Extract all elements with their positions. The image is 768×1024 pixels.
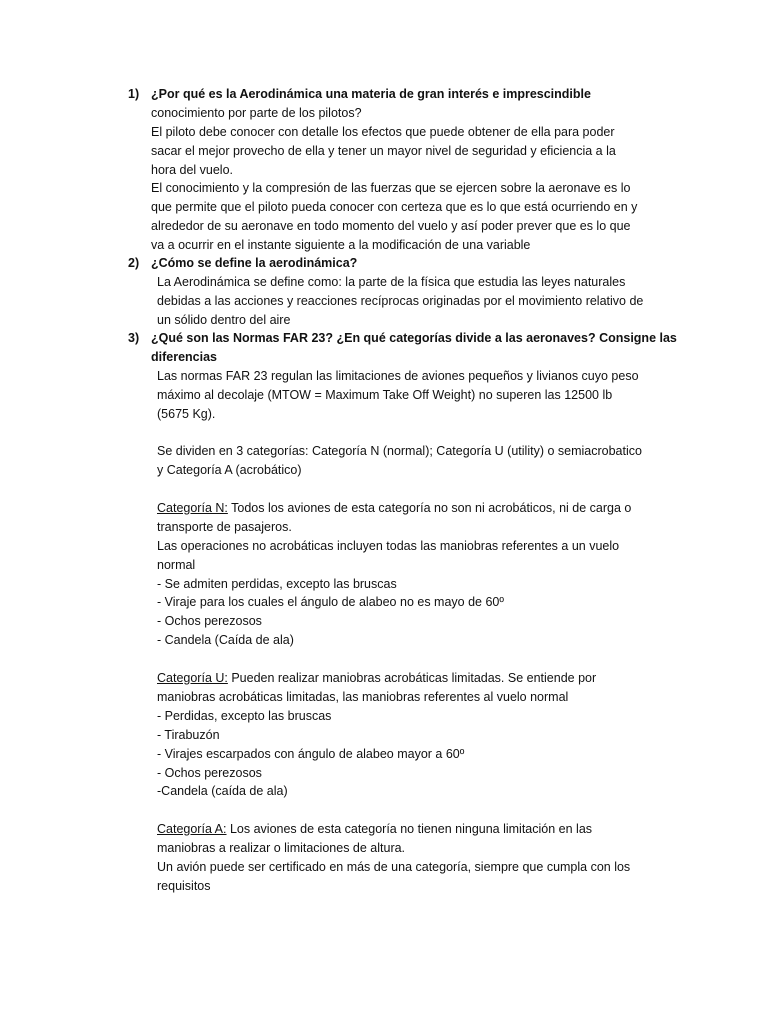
category-n-label: Categoría N: <box>157 501 228 516</box>
list-item: - Ochos perezosos <box>157 614 262 629</box>
answer-line: El piloto debe conocer con detalle los efectos que puede obtener de ella para poder <box>151 124 615 139</box>
question-number: 1) <box>128 87 140 101</box>
category-u-text: Pueden realizar maniobras acrobáticas limitadas. Se entiende por <box>227 671 597 686</box>
answer-line: maniobras a realizar o limitaciones de altura. <box>157 841 406 856</box>
question-number: 2) <box>128 256 140 270</box>
answer-line: va a ocurrir en el instante siguiente a la modificación de una variable <box>151 238 531 253</box>
category-a-label: Categoría A: <box>157 822 227 837</box>
question-2-title-wrap <box>151 254 357 273</box>
list-item: - Perdidas, excepto las bruscas <box>157 708 332 723</box>
answer-line: La Aerodinámica se define como: la parte de la física que estudia las leyes naturales <box>157 274 626 289</box>
question-3-title-wrap <box>151 329 677 367</box>
answer-line: alrededor de su aeronave en todo momento del vuelo y así poder prever que es lo que <box>151 219 631 234</box>
category-n-text: Todos los aviones de esta categoría no son ni acrobáticos, ni de carga o <box>227 501 632 516</box>
question-title-line: ¿Cómo se define la aerodinámica? <box>151 256 358 270</box>
category-u-label: Categoría U: <box>157 671 228 686</box>
list-item: - Tirabuzón <box>157 727 220 742</box>
answer-line: máximo al decolaje (MTOW = Maximum Take Off Weight) no superen las 12500 lb <box>157 387 613 402</box>
list-item: - Virajes escarpados con ángulo de alabeo mayor a 60º <box>157 746 465 761</box>
answer-line: transporte de pasajeros. <box>157 519 292 534</box>
answer-line: que permite que el piloto pueda conocer con certeza que es lo que está ocurriendo en y <box>151 200 638 215</box>
question-title-line: diferencias <box>151 349 218 364</box>
spacer <box>157 480 642 499</box>
answer-line: un sólido dentro del aire <box>157 312 291 327</box>
question-title-line: ¿Qué son las Normas FAR 23? ¿En qué categorías divide a las aeronaves? Consigne las <box>151 331 677 345</box>
question-2-content <box>157 273 643 330</box>
list-item: - Viraje para los cuales el ángulo de alabeo no es mayo de 60º <box>157 595 504 610</box>
list-item: - Candela (Caída de ala) <box>157 633 294 648</box>
answer-line: hora del vuelo. <box>151 162 234 177</box>
answer-line: Un avión puede ser certificado en más de una categoría, siempre que cumpla con los <box>157 859 631 874</box>
category-a-text: Los aviones de esta categoría no tienen ninguna limitación en las <box>226 822 593 837</box>
question-title-line: ¿Por qué es la Aerodinámica una materia de gran interés e imprescindible <box>151 87 591 101</box>
answer-line: maniobras acrobáticas limitadas, las maniobras referentes al vuelo normal <box>157 689 569 704</box>
answer-line: Las operaciones no acrobáticas incluyen todas las maniobras referentes a un vuelo <box>157 538 620 553</box>
list-item: -Candela (caída de ala) <box>157 784 288 799</box>
category-n-first-line <box>157 499 642 518</box>
question-1-content <box>151 85 637 255</box>
question-number: 3) <box>128 331 140 345</box>
answer-line: Las normas FAR 23 regulan las limitaciones de aviones pequeños y livianos cuyo peso <box>157 368 639 383</box>
answer-line: Se dividen en 3 categorías: Categoría N (normal); Categoría U (utility) o semiacrobatico <box>157 444 642 459</box>
answer-line: sacar el mejor provecho de ella y tener un mayor nivel de seguridad y eficiencia a la <box>151 143 616 158</box>
question-3-content <box>157 367 642 896</box>
category-a-first-line <box>157 820 642 839</box>
answer-line: y Categoría A (acrobático) <box>157 463 302 478</box>
list-item: - Se admiten perdidas, excepto las bruscas <box>157 576 397 591</box>
list-item: - Ochos perezosos <box>157 765 262 780</box>
answer-line: conocimiento por parte de los pilotos? <box>151 105 362 120</box>
spacer <box>157 423 642 442</box>
category-u-first-line <box>157 669 642 688</box>
answer-line: El conocimiento y la compresión de las fuerzas que se ejercen sobre la aeronave es lo <box>151 181 631 196</box>
spacer <box>157 801 642 820</box>
answer-line: requisitos <box>157 878 211 893</box>
answer-line: normal <box>157 557 196 572</box>
spacer <box>157 650 642 669</box>
answer-line: debidas a las acciones y reacciones recíprocas originadas por el movimiento relativo de <box>157 293 644 308</box>
answer-line: (5675 Kg). <box>157 406 216 421</box>
